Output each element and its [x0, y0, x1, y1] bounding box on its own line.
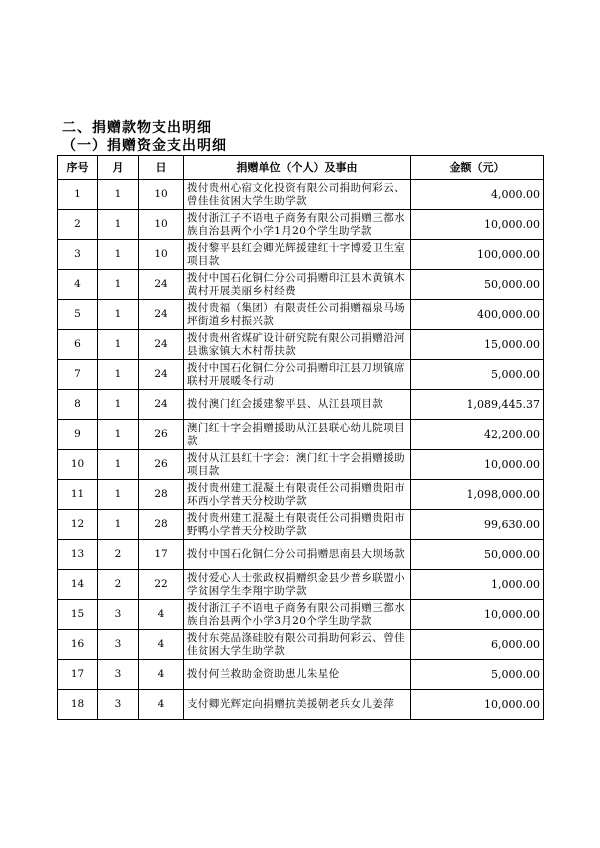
- row-day: 10: [139, 180, 184, 210]
- row-month: 1: [98, 510, 139, 540]
- row-month: 1: [98, 300, 139, 330]
- donation-expenditure-table: [57, 155, 544, 720]
- row-month: 3: [98, 630, 139, 660]
- row-description: 拨付贵福（集团）有限责任公司捐赠福泉马场坪街道乡村振兴款: [184, 300, 411, 330]
- header-month: 月: [98, 156, 139, 180]
- table-row: [58, 630, 544, 660]
- table-row: [58, 480, 544, 510]
- row-description: 支付卿光辉定向捐赠抗美援朝老兵女儿姜萍: [184, 690, 411, 720]
- row-amount: 1,098,000.00: [411, 480, 544, 510]
- table-row: [58, 270, 544, 300]
- row-number: 3: [58, 240, 98, 270]
- row-amount: 10,000.00: [411, 600, 544, 630]
- table-row: [58, 300, 544, 330]
- row-amount: 10,000.00: [411, 210, 544, 240]
- header-description: 捐赠单位（个人）及事由: [184, 156, 411, 180]
- row-day: 28: [139, 510, 184, 540]
- row-amount: 10,000.00: [411, 450, 544, 480]
- row-description: 拨付贵州建工混凝土有限责任公司捐赠贵阳市环西小学普天分校助学款: [184, 480, 411, 510]
- row-month: 1: [98, 210, 139, 240]
- row-description: 拨付从江县红十字会：澳门红十字会捐赠援助项目款: [184, 450, 411, 480]
- row-amount: 400,000.00: [411, 300, 544, 330]
- section-heading: 二、捐赠款物支出明细: [62, 120, 212, 136]
- row-number: 15: [58, 600, 98, 630]
- table-header-row: [58, 156, 544, 180]
- table-row: [58, 210, 544, 240]
- row-month: 1: [98, 420, 139, 450]
- row-number: 10: [58, 450, 98, 480]
- row-month: 1: [98, 270, 139, 300]
- header-no: 序号: [58, 156, 98, 180]
- header-day: 日: [139, 156, 184, 180]
- row-amount: 50,000.00: [411, 270, 544, 300]
- row-description: 拨付浙江子不语电子商务有限公司捐赠三都水族自治县两个小学3月20个学生助学款: [184, 600, 411, 630]
- row-month: 1: [98, 360, 139, 390]
- row-month: 1: [98, 180, 139, 210]
- row-day: 24: [139, 360, 184, 390]
- row-day: 26: [139, 420, 184, 450]
- table-row: [58, 240, 544, 270]
- header-amount: 金额（元）: [411, 156, 544, 180]
- row-day: 4: [139, 690, 184, 720]
- row-description: 拨付中国石化铜仁分公司捐赠印江县刀坝镇席联村开展暖冬行动: [184, 360, 411, 390]
- row-day: 22: [139, 570, 184, 600]
- row-number: 18: [58, 690, 98, 720]
- row-description: 拨付贵州省煤矿设计研究院有限公司捐赠沿河县谯家镇大木村帮扶款: [184, 330, 411, 360]
- row-number: 16: [58, 630, 98, 660]
- row-description: 拨付黎平县红会卿光辉援建红十字博爱卫生室项目款: [184, 240, 411, 270]
- row-day: 24: [139, 330, 184, 360]
- row-description: 拨付中国石化铜仁分公司捐赠印江县木黄镇木黄村开展美丽乡村经费: [184, 270, 411, 300]
- row-day: 4: [139, 630, 184, 660]
- row-amount: 5,000.00: [411, 660, 544, 690]
- table-row: [58, 690, 544, 720]
- row-day: 4: [139, 600, 184, 630]
- row-amount: 42,200.00: [411, 420, 544, 450]
- row-number: 12: [58, 510, 98, 540]
- row-number: 11: [58, 480, 98, 510]
- row-description: 拨付中国石化铜仁分公司捐赠思南县大坝场款: [184, 540, 411, 570]
- row-amount: 6,000.00: [411, 630, 544, 660]
- row-amount: 10,000.00: [411, 690, 544, 720]
- table-row: [58, 390, 544, 420]
- row-number: 5: [58, 300, 98, 330]
- row-month: 2: [98, 570, 139, 600]
- row-amount: 50,000.00: [411, 540, 544, 570]
- row-amount: 1,000.00: [411, 570, 544, 600]
- row-day: 24: [139, 390, 184, 420]
- row-number: 4: [58, 270, 98, 300]
- table-row: [58, 450, 544, 480]
- row-day: 10: [139, 240, 184, 270]
- row-description: 拨付贵州心宿文化投资有限公司捐助何彩云、曾佳佳贫困大学生助学款: [184, 180, 411, 210]
- row-number: 6: [58, 330, 98, 360]
- row-description: 拨付澳门红会援建黎平县、从江县项目款: [184, 390, 411, 420]
- row-amount: 4,000.00: [411, 180, 544, 210]
- row-amount: 100,000.00: [411, 240, 544, 270]
- row-amount: 15,000.00: [411, 330, 544, 360]
- row-day: 26: [139, 450, 184, 480]
- row-day: 4: [139, 660, 184, 690]
- row-description: 拨付浙江子不语电子商务有限公司捐赠三都水族自治县两个小学1月20个学生助学款: [184, 210, 411, 240]
- row-month: 1: [98, 240, 139, 270]
- row-month: 1: [98, 330, 139, 360]
- row-description: 拨付何兰救助金资助患儿朱星伦: [184, 660, 411, 690]
- row-number: 13: [58, 540, 98, 570]
- row-number: 14: [58, 570, 98, 600]
- row-description: 拨付东莞品涤硅胶有限公司捐助何彩云、曾佳佳贫困大学生助学款: [184, 630, 411, 660]
- row-description: 澳门红十字会捐赠援助从江县联心幼儿院项目款: [184, 420, 411, 450]
- row-amount: 1,089,445.37: [411, 390, 544, 420]
- table-row: [58, 420, 544, 450]
- row-number: 9: [58, 420, 98, 450]
- row-number: 1: [58, 180, 98, 210]
- table-row: [58, 180, 544, 210]
- table-row: [58, 330, 544, 360]
- row-number: 17: [58, 660, 98, 690]
- table-row: [58, 360, 544, 390]
- row-day: 17: [139, 540, 184, 570]
- row-number: 8: [58, 390, 98, 420]
- row-month: 1: [98, 480, 139, 510]
- row-month: 3: [98, 660, 139, 690]
- row-amount: 5,000.00: [411, 360, 544, 390]
- row-day: 10: [139, 210, 184, 240]
- row-description: 拨付爱心人士张政权捐赠织金县少普乡联盟小学贫困学生李翔宇助学款: [184, 570, 411, 600]
- table-row: [58, 570, 544, 600]
- row-month: 1: [98, 390, 139, 420]
- row-day: 24: [139, 270, 184, 300]
- row-description: 拨付贵州建工混凝土有限责任公司捐赠贵阳市野鸭小学普天分校助学款: [184, 510, 411, 540]
- row-day: 28: [139, 480, 184, 510]
- table-row: [58, 660, 544, 690]
- row-month: 2: [98, 540, 139, 570]
- row-month: 3: [98, 690, 139, 720]
- row-month: 1: [98, 450, 139, 480]
- row-day: 24: [139, 300, 184, 330]
- table-row: [58, 600, 544, 630]
- subsection-heading: （一）捐赠资金支出明细: [62, 138, 227, 154]
- row-number: 2: [58, 210, 98, 240]
- row-month: 3: [98, 600, 139, 630]
- row-amount: 99,630.00: [411, 510, 544, 540]
- table-row: [58, 540, 544, 570]
- row-number: 7: [58, 360, 98, 390]
- table-row: [58, 510, 544, 540]
